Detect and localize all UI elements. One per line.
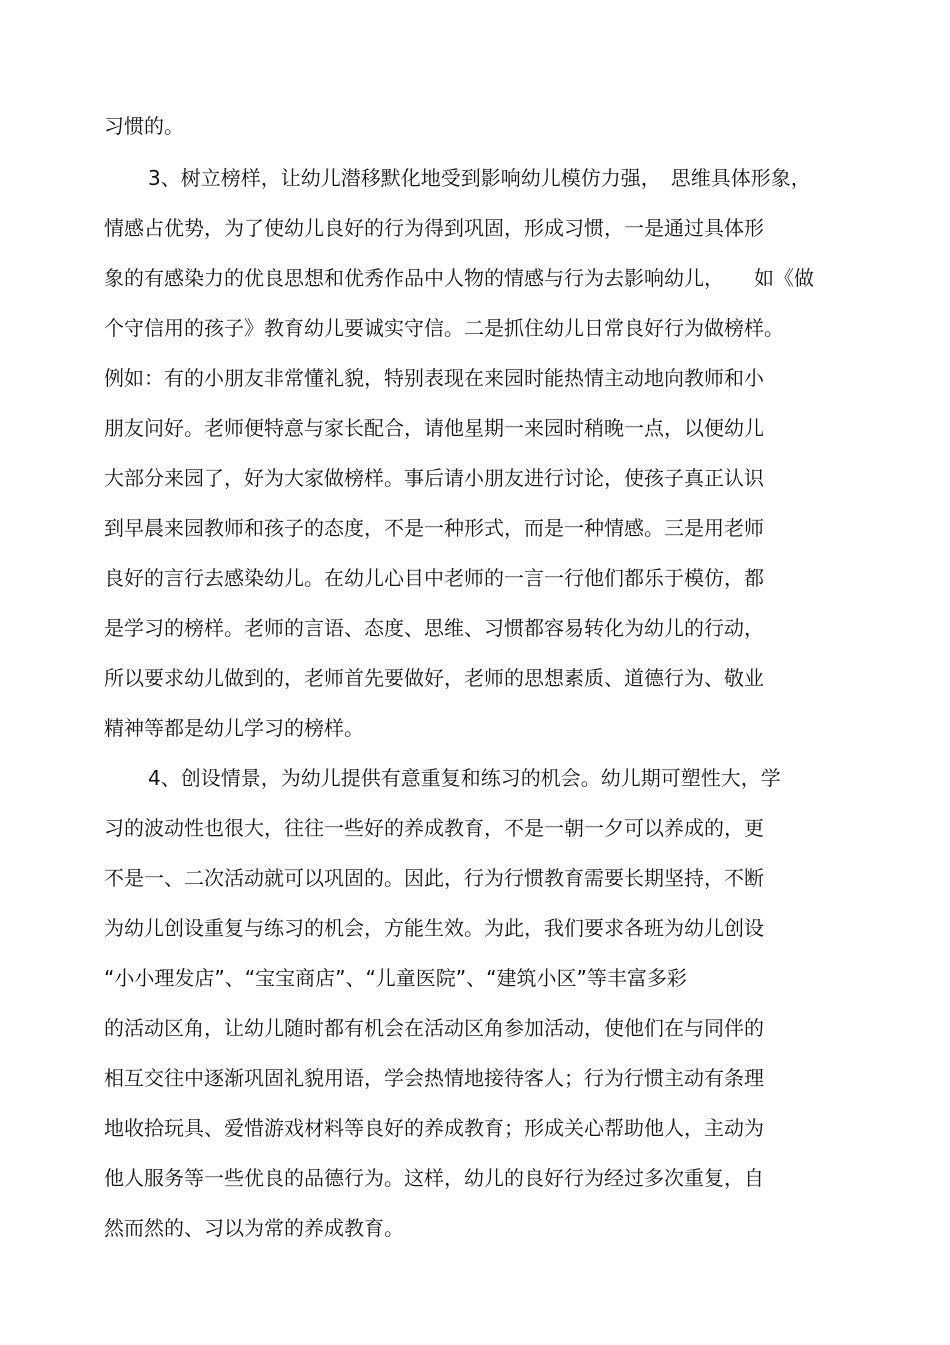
text-line: “小小理发店”、“宝宝商店”、“儿童医院”、“建筑小区”等丰富多彩 [104,966,687,990]
text-line: 所以要求幼儿做到的，老师首先要做好，老师的思想素质、道德行为、敬业 [104,666,764,690]
text-line: 良好的言行去感染幼儿。在幼儿心目中老师的一言一行他们都乐于模仿，都 [104,566,764,590]
text-line: 例如：有的小朋友非常懂礼貌，特别表现在来园时能热情主动地向教师和小 [104,366,764,390]
text-line: 个守信用的孩子》教育幼儿要诚实守信。二是抓住幼儿日常良好行为做榜样。 [104,316,784,340]
text-line: 情感占优势，为了使幼儿良好的行为得到巩固，形成习惯，一是通过具体形 [104,216,764,240]
text-line: 到早晨来园教师和孩子的态度，不是一种形式，而是一种情感。三是用老师 [104,516,764,540]
text-line: 是学习的榜样。老师的言语、态度、思维、习惯都容易转化为幼儿的行动， [104,616,764,640]
text-line: 为幼儿创设重复与练习的机会，方能生效。为此，我们要求各班为幼儿创设 [104,916,764,940]
text-line: 习的波动性也很大，往往一些好的养成教育，不是一朝一夕可以养成的，更 [104,816,764,840]
text-line: 不是一、二次活动就可以巩固的。因此，行为行惯教育需要长期坚持，不断 [104,866,764,890]
text-line: 的活动区角，让幼儿随时都有机会在活动区角参加活动，使他们在与同伴的 [104,1016,764,1040]
text-line: 相互交往中逐渐巩固礼貌用语，学会热情地接待客人；行为行惯主动有条理 [104,1066,764,1090]
text-line: 然而然的、习以为常的养成教育。 [104,1216,404,1240]
paragraph-4-first-line: 4、创设情景，为幼儿提供有意重复和练习的机会。幼儿期可塑性大，学 [148,766,781,790]
text-line: 地收拾玩具、爱惜游戏材料等良好的养成教育；形成关心帮助他人，主动为 [104,1116,764,1140]
text-line: 他人服务等一些优良的品德行为。这样，幼儿的良好行为经过多次重复，自 [104,1166,764,1190]
text-line: 大部分来园了，好为大家做榜样。事后请小朋友进行讨论，使孩子真正认识 [104,466,764,490]
text-line: 精神等都是幼儿学习的榜样。 [104,716,364,740]
text-line: 习惯的。 [104,114,184,138]
text-line: 朋友问好。老师便特意与家长配合，请他星期一来园时稍晚一点，以便幼儿 [104,416,764,440]
text-line: 象的有感染力的优良思想和优秀作品中人物的情感与行为去影响幼儿， 如《做 [104,266,814,290]
paragraph-3-first-line: 3、树立榜样，让幼儿潜移默化地受到影响幼儿模仿力强， 思维具体形象， [148,166,811,190]
